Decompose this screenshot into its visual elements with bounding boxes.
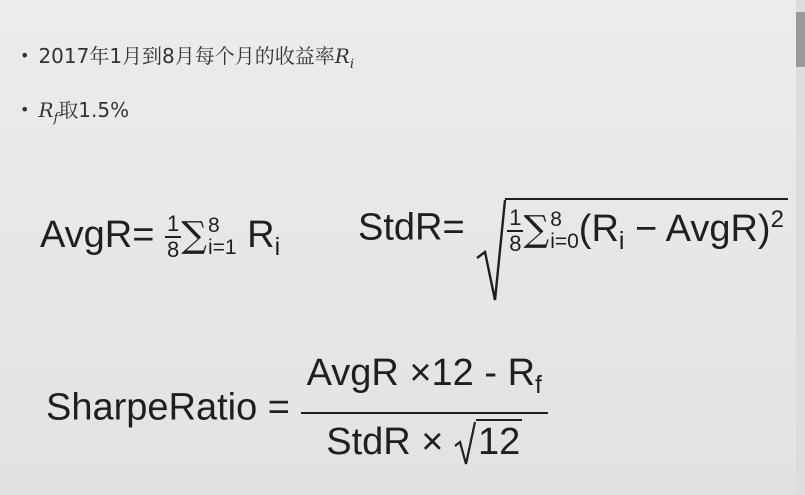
sharpe-denominator-text: StdR × xyxy=(326,421,455,463)
sqrt-content xyxy=(505,198,788,256)
bullet-dot-icon: • xyxy=(20,46,30,65)
sum-term-subscript: i xyxy=(274,233,281,262)
stdr-formula xyxy=(358,200,788,256)
sharpe-fraction xyxy=(301,350,548,466)
fraction-denominator: 8 xyxy=(167,237,180,262)
avgr-formula xyxy=(40,212,280,262)
summation-icon: ∑ xyxy=(181,215,207,257)
sum-lower-limit: i=1 xyxy=(207,236,237,259)
sharpe-formula xyxy=(46,350,548,466)
summation-icon: ∑ xyxy=(523,209,550,251)
sqrt-group xyxy=(475,200,788,256)
avgr-lhs: AvgR= xyxy=(40,214,155,257)
bullet-variable: R xyxy=(334,44,350,68)
stdr-term-subscript: i xyxy=(618,227,625,256)
sum-lower-limit: i=0 xyxy=(550,230,579,253)
sqrt-radicand: 12 xyxy=(478,421,521,463)
fraction-numerator: 1 xyxy=(167,211,180,236)
bullet-item-1 xyxy=(20,44,354,77)
sharpe-sqrt xyxy=(454,418,522,466)
sqrt-radical-icon xyxy=(475,196,507,306)
bullet-text: 2017年1月到8月每个月的收益率 xyxy=(38,44,335,68)
bullet-text: 取1.5% xyxy=(58,98,130,122)
sharpe-lhs: SharpeRatio = xyxy=(46,386,290,429)
sum-upper-limit: 8 xyxy=(207,214,220,237)
bullet-variable: R xyxy=(38,98,54,122)
stdr-term-rest: − AvgR) xyxy=(624,208,771,251)
avgr-fraction xyxy=(165,212,181,262)
stdr-exponent: 2 xyxy=(770,206,784,234)
stdr-lhs: StdR= xyxy=(358,206,465,249)
sqrt-radical-icon xyxy=(454,420,476,466)
sharpe-denominator xyxy=(301,412,548,466)
bullet-dot-icon: • xyxy=(20,100,30,119)
sharpe-numerator-text: AvgR ×12 - R xyxy=(306,352,536,394)
scrollbar-thumb[interactable] xyxy=(796,12,805,67)
bullet-variable-subscript: i xyxy=(349,57,355,72)
stdr-term-open: (R xyxy=(578,208,619,251)
summation-limits xyxy=(208,215,237,259)
summation-limits xyxy=(550,209,579,253)
scrollbar[interactable] xyxy=(796,0,805,495)
fraction-numerator: 1 xyxy=(509,205,522,230)
sharpe-numerator xyxy=(301,350,548,412)
bullet-variable-subscript: f xyxy=(53,111,59,126)
fraction-denominator: 8 xyxy=(509,231,522,256)
sum-upper-limit: 8 xyxy=(550,208,562,231)
bullet-item-2 xyxy=(20,98,129,131)
stdr-fraction xyxy=(507,206,523,256)
sharpe-numerator-subscript: f xyxy=(535,371,542,399)
sum-term: R xyxy=(247,214,275,257)
